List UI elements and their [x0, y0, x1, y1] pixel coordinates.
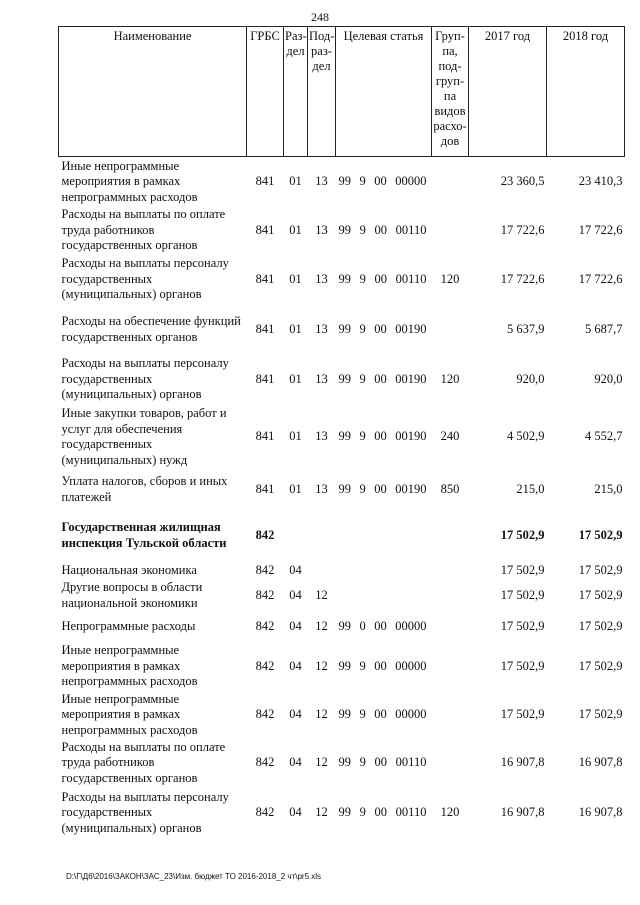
row-name: Расходы на выплаты персоналу государственных (муниципальных) органов: [61, 356, 229, 402]
row-razdel: 04: [289, 562, 302, 577]
target-article-part: 00: [374, 371, 387, 386]
target-article-parts: [337, 272, 431, 288]
row-grbs: 842: [255, 658, 275, 673]
target-article-part: 00: [374, 481, 387, 496]
header-row: [59, 27, 625, 157]
row-razdel: 01: [289, 174, 302, 188]
row-amount-2017: 17 502,9: [500, 658, 545, 673]
target-article-part: 00: [374, 755, 388, 770]
target-article-part: 00190: [395, 481, 427, 496]
row-target-article: [336, 405, 432, 470]
row-amount-2018: 215,0: [594, 481, 623, 496]
row-podrazdel: 12: [315, 618, 328, 633]
row-expense-group: [432, 510, 469, 562]
target-article-part: 99: [338, 658, 351, 673]
row-name: Иные непрограммные мероприятия в рамках непрограммных расходов: [61, 643, 198, 689]
row-amount-2018: 17 502,9: [578, 562, 623, 577]
target-article-part: 00: [374, 271, 388, 286]
row-name: Иные непрограммные мероприятия в рамках непрограммных расходов: [61, 158, 198, 204]
table-row: [59, 470, 625, 510]
target-article-part: 00: [374, 429, 387, 444]
target-article-part: 99: [338, 174, 351, 188]
table-body: [59, 157, 625, 839]
row-grbs: 842: [255, 618, 275, 633]
row-podrazdel: 13: [315, 321, 328, 336]
table-row: [59, 562, 625, 580]
row-target-article: [336, 788, 432, 838]
row-podrazdel: 13: [315, 222, 328, 237]
row-target-article: [336, 305, 432, 355]
row-podrazdel: 12: [315, 805, 328, 820]
row-expense-group: 120: [440, 271, 460, 286]
target-article-part: 9: [359, 707, 366, 721]
row-expense-group: 850: [440, 481, 460, 496]
row-target-article: [336, 255, 432, 305]
header-year-2018: 2018 год: [547, 27, 625, 157]
target-article-part: 9: [359, 222, 366, 237]
row-amount-2018: 17 502,9: [578, 618, 623, 633]
header-razdel: Раз-дел: [284, 27, 308, 157]
target-article-parts: [337, 755, 431, 771]
target-article-part: 99: [338, 707, 351, 721]
row-podrazdel: 12: [315, 707, 328, 721]
row-name: Иные закупки товаров, работ и услуг для обеспечения государственных (муниципальных) нужд: [61, 406, 227, 467]
target-article-part: 99: [338, 222, 351, 237]
target-article-part: 99: [338, 321, 351, 336]
row-razdel: 01: [289, 271, 302, 286]
row-grbs: 841: [255, 222, 275, 237]
row-podrazdel: 12: [315, 658, 328, 673]
row-podrazdel: 13: [315, 371, 328, 386]
target-article-part: 00110: [395, 271, 427, 286]
header-grbs: ГРБС: [247, 27, 284, 157]
table-row: [59, 207, 625, 255]
row-expense-group: [432, 692, 469, 739]
row-name: Непрограммные расходы: [61, 618, 196, 633]
row-amount-2018: 17 502,9: [578, 587, 623, 602]
table-row: [59, 157, 625, 207]
row-razdel: 04: [289, 618, 302, 633]
row-expense-group: [432, 738, 469, 788]
row-amount-2017: 17 722,6: [500, 271, 545, 286]
row-razdel: 04: [289, 658, 302, 673]
target-article-part: 00000: [395, 618, 427, 633]
row-amount-2017: 17 502,9: [500, 527, 545, 542]
row-razdel: 01: [289, 222, 302, 237]
row-target-article: [336, 642, 432, 692]
row-grbs: 841: [255, 371, 275, 386]
target-article-part: 00190: [395, 321, 427, 336]
row-grbs: 842: [255, 587, 275, 602]
row-amount-2018: 16 907,8: [578, 805, 623, 820]
target-article-part: 00000: [395, 174, 427, 188]
row-target-article: [336, 470, 432, 510]
target-article-part: 99: [338, 429, 351, 444]
row-podrazdel: [308, 562, 336, 580]
row-expense-group: [432, 207, 469, 255]
row-podrazdel: [308, 510, 336, 562]
target-article-part: 9: [359, 658, 366, 673]
table-row: [59, 510, 625, 562]
row-amount-2018: 17 502,9: [578, 707, 623, 721]
row-amount-2018: 17 722,6: [578, 271, 623, 286]
row-expense-group: 120: [440, 805, 460, 820]
header-group: Груп-па, под-груп-па видов расхо-дов: [432, 27, 469, 157]
target-article-parts: [337, 659, 431, 675]
budget-table: [58, 26, 625, 838]
row-razdel: 01: [289, 481, 302, 496]
header-name: Наименование: [59, 27, 247, 157]
target-article-part: 00: [374, 321, 387, 336]
header-year-2017: 2017 год: [469, 27, 547, 157]
target-article-part: 00110: [395, 755, 427, 770]
table-row: [59, 255, 625, 305]
target-article-part: 99: [338, 371, 351, 386]
row-name: Иные непрограммные мероприятия в рамках непрограммных расходов: [61, 691, 198, 737]
target-article-part: 99: [338, 271, 351, 286]
row-razdel: 01: [289, 429, 302, 444]
file-path-footer: D:\Г\Д6\2016\ЗАКОН\ЗАС_23\Изм. бюджет ТО 2016-2018_2 чт\pr5.xls: [66, 872, 322, 881]
row-podrazdel: 13: [315, 481, 328, 496]
row-expense-group: [432, 580, 469, 612]
table-row: [59, 788, 625, 838]
row-expense-group: [432, 157, 469, 207]
row-podrazdel: 12: [315, 587, 328, 602]
row-amount-2017: 4 502,9: [507, 429, 545, 444]
row-amount-2018: 4 552,7: [585, 429, 623, 444]
row-name: Уплата налогов, сборов и иных платежей: [61, 474, 228, 504]
row-amount-2017: 17 502,9: [500, 618, 545, 633]
row-grbs: 842: [255, 527, 275, 542]
row-amount-2018: 17 502,9: [578, 527, 623, 542]
table-row: [59, 612, 625, 642]
target-article-part: 99: [338, 481, 351, 496]
row-name: Государственная жилищная инспекция Тульской области: [61, 520, 227, 550]
target-article-part: 00190: [395, 371, 427, 386]
target-article-part: 9: [359, 174, 366, 188]
row-expense-group: 120: [440, 371, 460, 386]
row-target-article: [336, 612, 432, 642]
row-podrazdel: 13: [315, 271, 328, 286]
row-grbs: 841: [255, 271, 275, 286]
target-article-part: 9: [359, 481, 366, 496]
row-razdel: 04: [289, 805, 302, 820]
row-grbs: 842: [255, 562, 275, 577]
target-article-parts: [337, 223, 431, 239]
row-expense-group: [432, 612, 469, 642]
row-razdel: 04: [289, 587, 302, 602]
row-name: Расходы на выплаты персоналу государственных (муниципальных) органов: [61, 256, 229, 302]
target-article-part: 00: [374, 222, 388, 237]
target-article-part: 9: [359, 271, 366, 286]
table-row: [59, 305, 625, 355]
row-amount-2017: 920,0: [516, 371, 545, 386]
page-number: 248: [311, 10, 329, 24]
row-amount-2017: 17 502,9: [500, 587, 545, 602]
row-grbs: 841: [255, 321, 275, 336]
row-grbs: 842: [255, 707, 275, 721]
target-article-part: 99: [338, 618, 351, 633]
target-article-part: 99: [338, 805, 351, 820]
target-article-parts: [337, 429, 431, 445]
row-amount-2018: 5 687,7: [585, 321, 623, 336]
row-razdel: 04: [289, 707, 302, 721]
row-amount-2018: 920,0: [594, 371, 623, 386]
row-target-article: [336, 510, 432, 562]
target-article-parts: [337, 322, 431, 338]
row-amount-2018: 17 502,9: [578, 658, 623, 673]
row-target-article: [336, 738, 432, 788]
row-target-article: [336, 157, 432, 207]
row-name: Другие вопросы в области национальной экономики: [61, 580, 203, 610]
table-row: [59, 738, 625, 788]
target-article-part: 00: [374, 658, 387, 673]
table-row: [59, 642, 625, 692]
target-article-part: 00190: [395, 429, 427, 444]
row-name: Расходы на выплаты персоналу государственных (муниципальных) органов: [61, 789, 229, 835]
target-article-part: 00000: [395, 658, 427, 673]
table-row: [59, 580, 625, 612]
header-target: Целевая статья: [336, 27, 432, 157]
target-article-part: 00: [374, 174, 387, 188]
row-grbs: 841: [255, 429, 275, 444]
table-row: [59, 692, 625, 739]
row-amount-2017: 17 502,9: [500, 707, 545, 721]
row-amount-2017: 17 502,9: [500, 562, 545, 577]
target-article-part: 00000: [395, 707, 427, 721]
target-article-parts: [337, 174, 431, 190]
target-article-part: 9: [359, 371, 366, 386]
row-razdel: 01: [289, 371, 302, 386]
row-grbs: 842: [255, 755, 275, 770]
row-target-article: [336, 580, 432, 612]
table-row: [59, 355, 625, 405]
row-podrazdel: 12: [315, 755, 328, 770]
row-name: Расходы на обеспечение функций государственных органов: [61, 314, 241, 344]
row-amount-2017: 16 907,8: [500, 755, 545, 770]
row-grbs: 841: [255, 174, 275, 188]
row-podrazdel: 13: [315, 174, 328, 188]
target-article-parts: [337, 372, 431, 388]
row-podrazdel: 13: [315, 429, 328, 444]
target-article-part: 9: [359, 755, 366, 770]
row-amount-2018: 16 907,8: [578, 755, 623, 770]
target-article-part: 00110: [395, 222, 427, 237]
target-article-part: 00110: [395, 805, 427, 820]
row-name: Расходы на выплаты по оплате труда работников государственных органов: [61, 739, 226, 785]
row-razdel: [284, 510, 308, 562]
row-razdel: 01: [289, 321, 302, 336]
target-article-part: 9: [359, 805, 366, 820]
table-row: [59, 405, 625, 470]
row-amount-2017: 5 637,9: [507, 321, 545, 336]
row-amount-2017: 215,0: [516, 481, 545, 496]
target-article-part: 0: [359, 618, 366, 633]
row-target-article: [336, 692, 432, 739]
target-article-parts: [337, 482, 431, 498]
row-grbs: 841: [255, 481, 275, 496]
target-article-parts: [337, 805, 431, 821]
row-name: Расходы на выплаты по оплате труда работников государственных органов: [61, 207, 226, 253]
row-expense-group: 240: [440, 429, 460, 444]
target-article-parts: [337, 619, 431, 635]
header-podrazdel: Под-раз-дел: [308, 27, 336, 157]
row-expense-group: [432, 305, 469, 355]
target-article-part: 99: [338, 755, 351, 770]
row-name: Национальная экономика: [61, 562, 197, 577]
row-target-article: [336, 562, 432, 580]
row-expense-group: [432, 562, 469, 580]
row-amount-2018: 23 410,3: [578, 174, 623, 188]
target-article-part: 00: [374, 618, 387, 633]
target-article-parts: [337, 707, 431, 723]
row-amount-2017: 23 360,5: [500, 174, 545, 188]
row-amount-2018: 17 722,6: [578, 222, 623, 237]
row-amount-2017: 17 722,6: [500, 222, 545, 237]
row-target-article: [336, 355, 432, 405]
target-article-part: 00: [374, 707, 387, 721]
target-article-part: 9: [359, 321, 366, 336]
row-grbs: 842: [255, 805, 275, 820]
row-amount-2017: 16 907,8: [500, 805, 545, 820]
row-target-article: [336, 207, 432, 255]
row-expense-group: [432, 642, 469, 692]
row-razdel: 04: [289, 755, 302, 770]
target-article-part: 9: [359, 429, 366, 444]
target-article-part: 00: [374, 805, 388, 820]
